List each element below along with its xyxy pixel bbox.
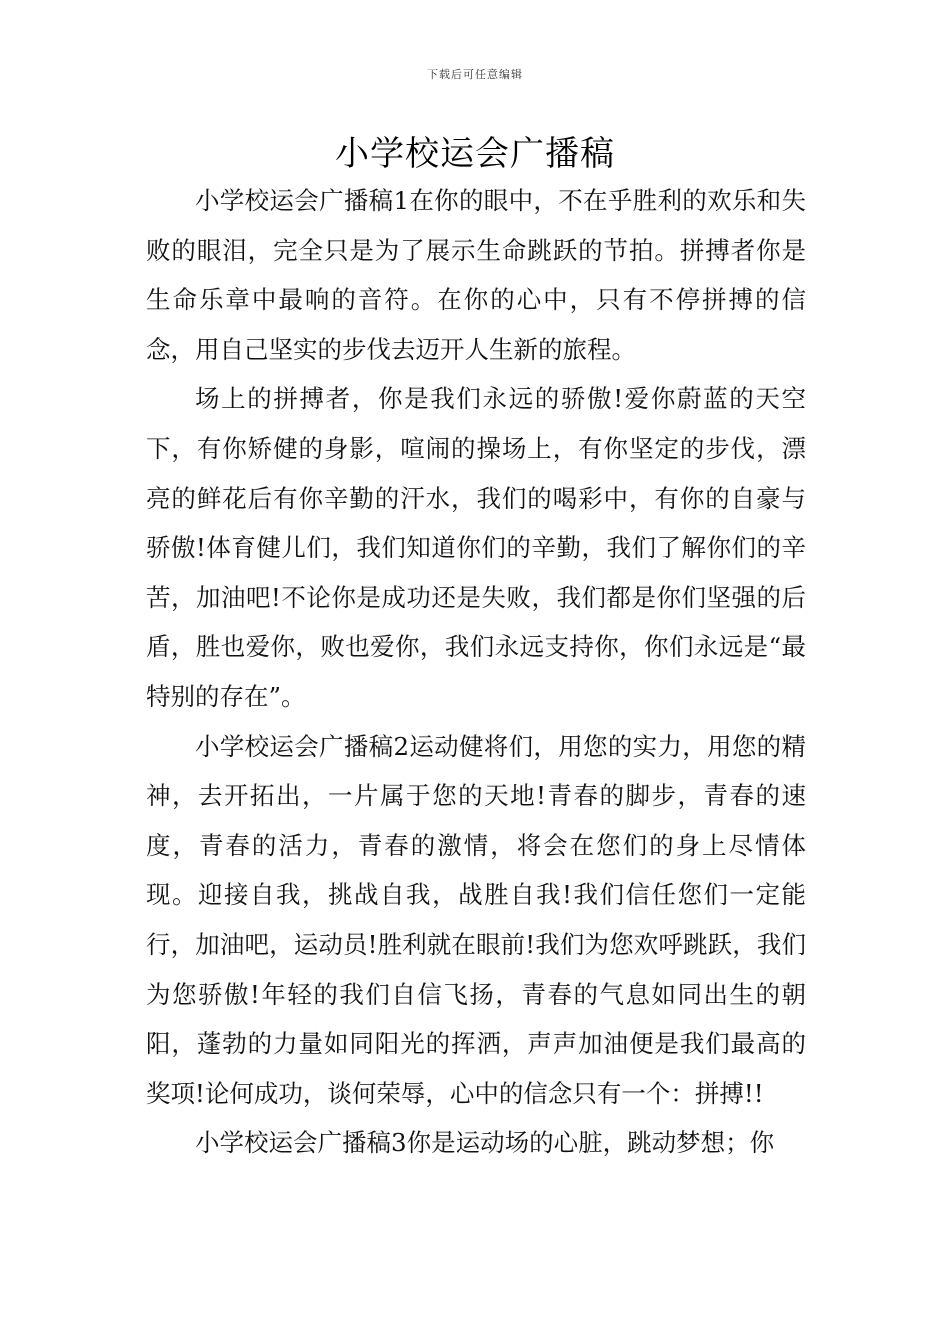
paragraph-1: 小学校运会广播稿1在你的眼中，不在乎胜利的欢乐和失败的眼泪，完全只是为了展示生命跳跃的节拍。拼搏者你是生命乐章中最响的音符。在你的心中，只有不停拼搏的信念，用自己坚实的步伐去迈开人生新的旅程。 — [146, 186, 806, 364]
document-title: 小学校运会广播稿 — [335, 134, 615, 174]
paragraph-2: 场上的拼搏者，你是我们永远的骄傲!爱你蔚蓝的天空下，有你矫健的身影，喧闹的操场上，有你坚定的步伐，漂亮的鲜花后有你辛勤的汗水，我们的喝彩中，有你的自豪与骄傲!体育健儿们，我们知道你们的辛勤，我们了解你们的辛苦，加油吧!不论你是成功还是失败，我们都是你们坚强的后盾，胜也爱你，败也爱你，我们永远支持你，你们永远是“最特别的存在”。 — [146, 384, 806, 711]
paragraph-4: 小学校运会广播稿3你是运动场的心脏，跳动梦想；你 — [195, 1128, 775, 1158]
paragraph-3: 小学校运会广播稿2运动健将们，用您的实力，用您的精神，去开拓出，一片属于您的天地!青春的脚步，青春的速度，青春的活力，青春的激情，将会在您们的身上尽情体现。迎接自我，挑战自我，战胜自我!我们信任您们一定能行，加油吧，运动员!胜利就在眼前!我们为您欢呼跳跃，我们为您骄傲!年轻的我们自信飞扬，青春的气息如同出生的朝阳，蓬勃的力量如同阳光的挥洒，声声加油便是我们最高的奖项!论何成功，谈何荣辱，心中的信念只有一个：拼搏!! — [146, 731, 806, 1108]
page-header-note: 下载后可任意编辑 — [427, 68, 523, 81]
document-body — [146, 176, 806, 1168]
